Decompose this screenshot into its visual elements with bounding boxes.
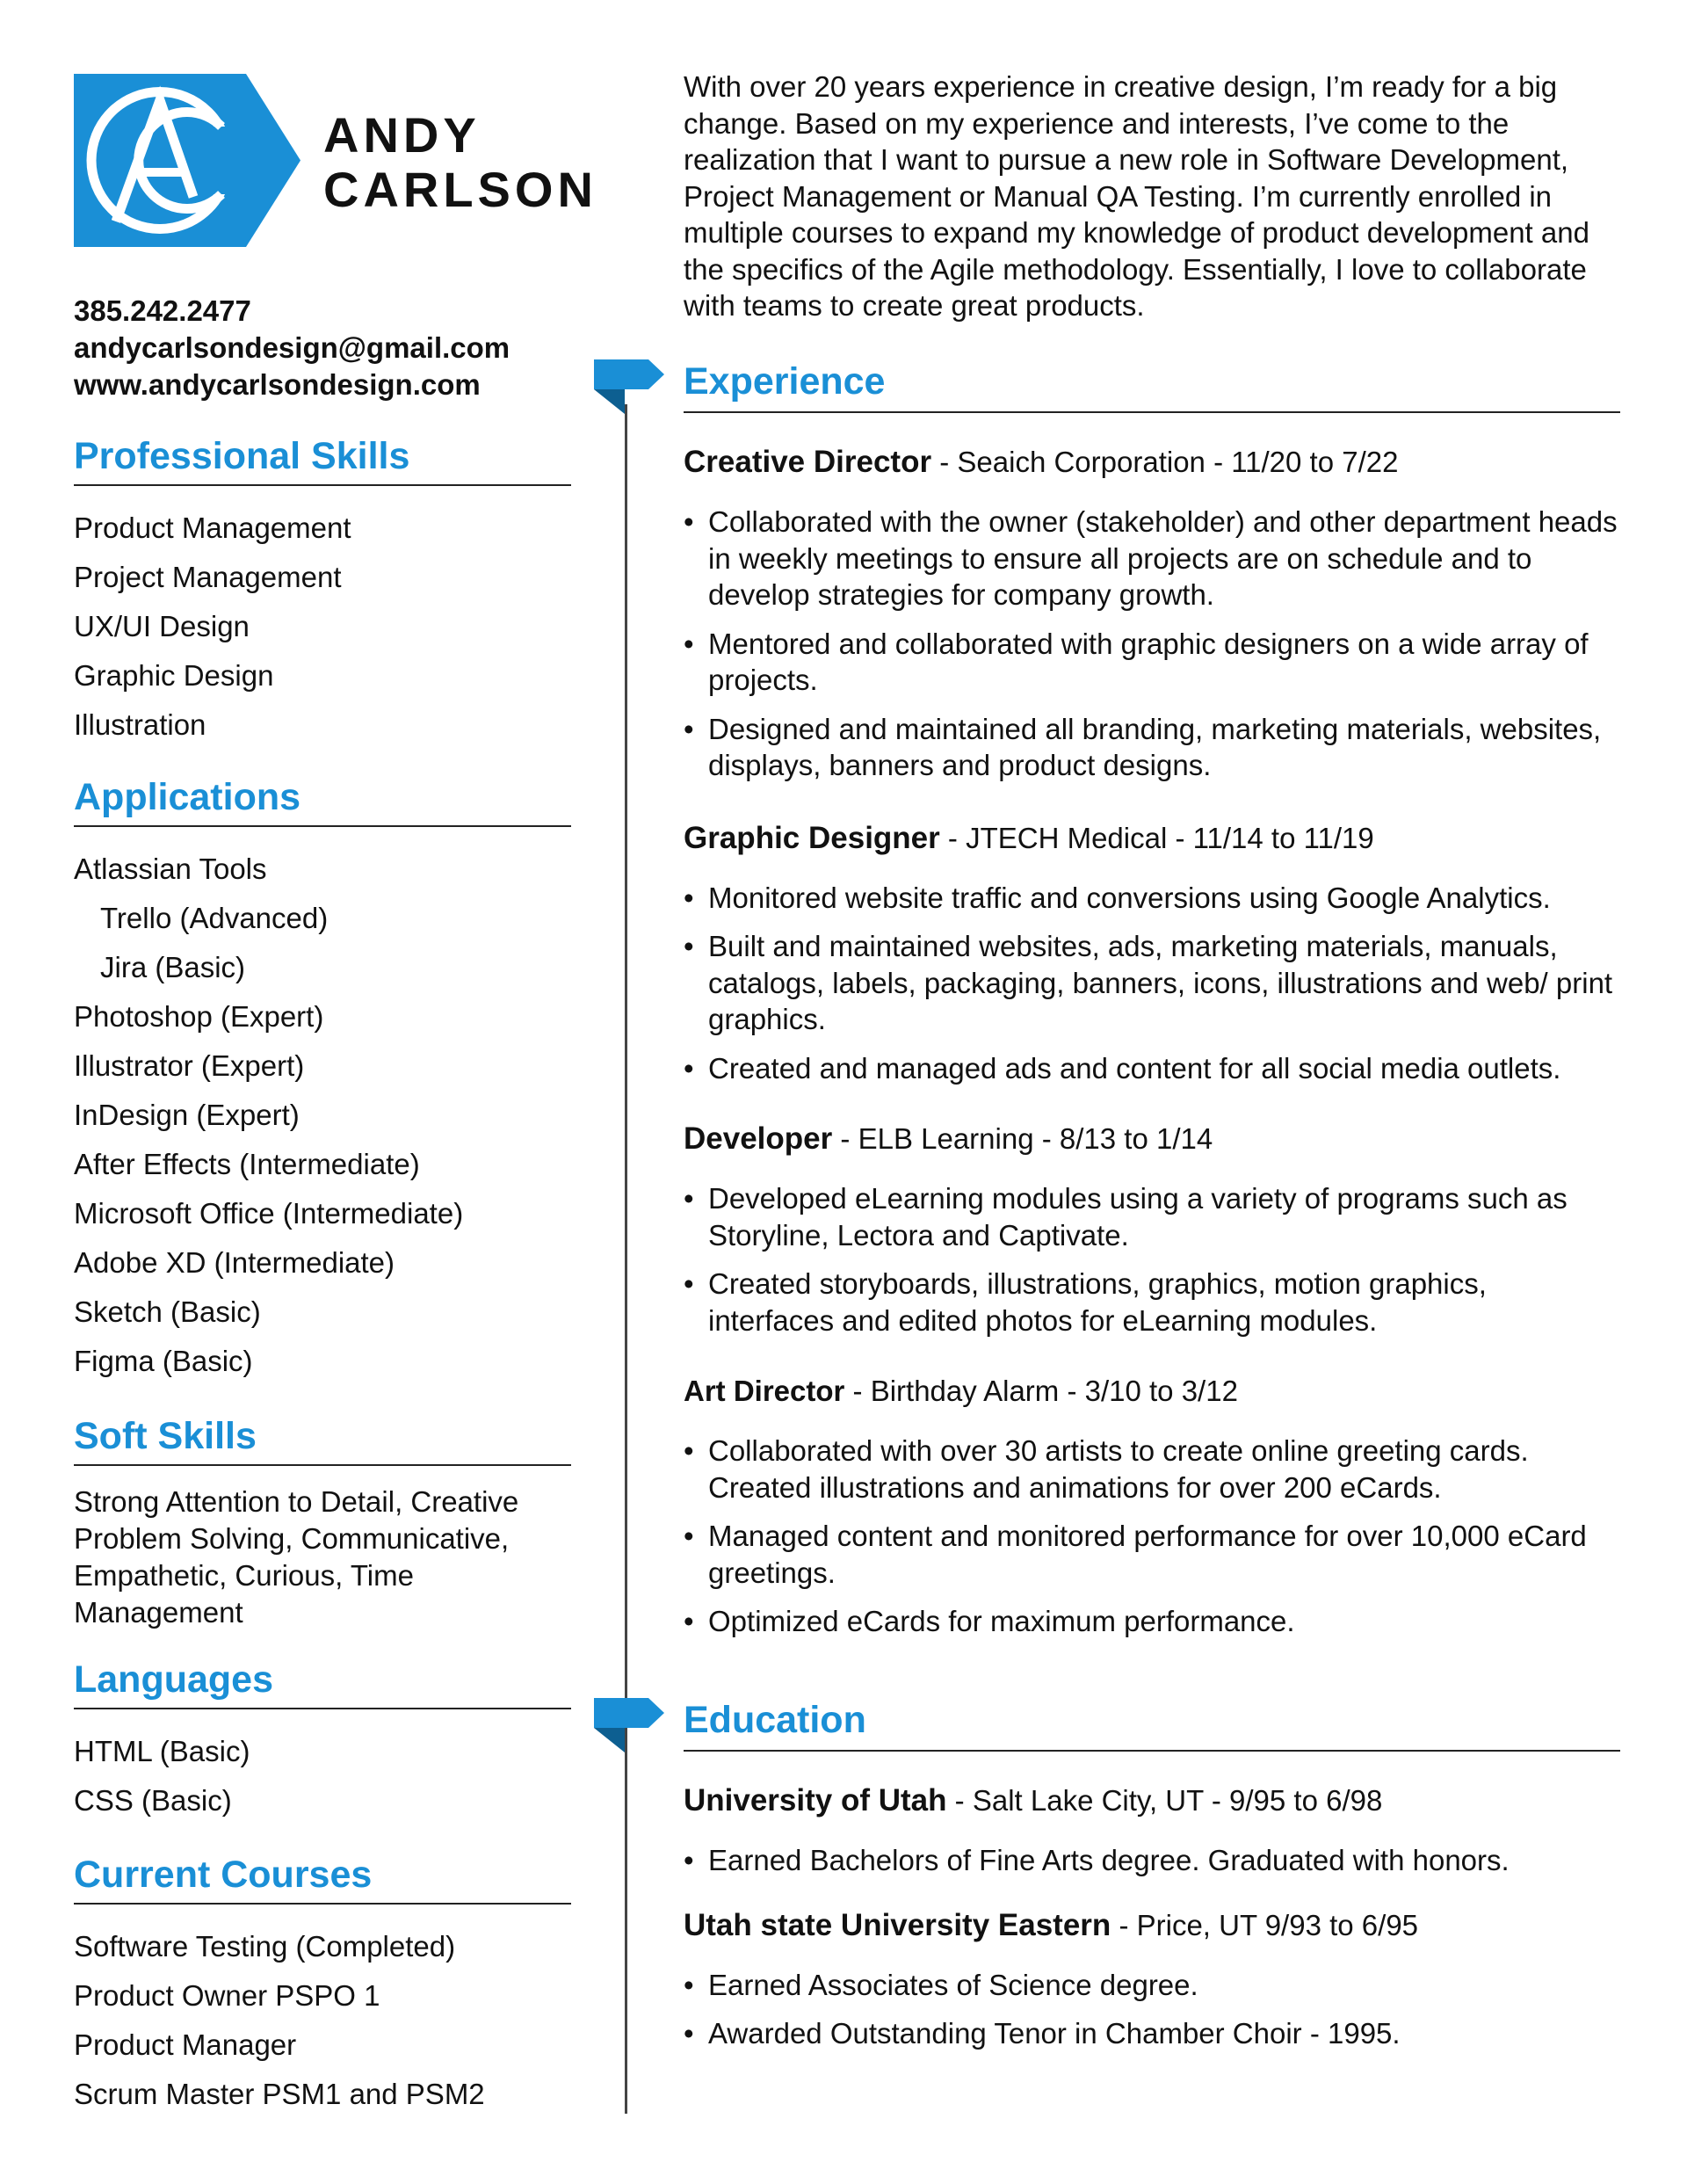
summary-text: With over 20 years experience in creative design, I’m ready for a big change. Based on my experience and interests, I’ve come to the realization that I want to pursue a new role in Software Development, Project Management or Manual QA Testing. I’m currently enrolled in multiple courses to expand my knowledge of product development and the specifics of the Agile methodology. Essentially, I love to collaborate with teams to create great products. xyxy=(684,70,1589,322)
bullet-item: • Monitored website traffic and conversions using Google Analytics. xyxy=(684,880,1620,917)
application-item: Illustrator (Expert) xyxy=(74,1049,305,1082)
school-header xyxy=(684,1908,1620,1943)
skill-item: Project Management xyxy=(74,561,342,593)
phone-number: 385.242.2477 xyxy=(74,294,251,327)
bullet-item: • Designed and maintained all branding, marketing materials, websites, displays, banners and product designs. xyxy=(684,711,1620,784)
bullet-item: • Developed eLearning modules using a variety of programs such as Storyline, Lectora and Captivate. xyxy=(684,1180,1620,1253)
bullet-item: • Earned Associates of Science degree. xyxy=(684,1967,1620,2004)
section-heading: Applications xyxy=(74,779,571,827)
skill-item: Product Management xyxy=(74,512,351,544)
school-bullets xyxy=(684,1842,1620,1879)
section-heading: Soft Skills xyxy=(74,1418,571,1466)
soft-skills-text: Strong Attention to Detail, Creative Problem Solving, Communicative, Empathetic, Curious, Time Management xyxy=(74,1485,519,1629)
timeline-line xyxy=(625,404,627,2114)
application-item: Microsoft Office (Intermediate) xyxy=(74,1197,464,1230)
school-bullets xyxy=(684,1967,1620,2052)
section-heading: Education xyxy=(684,1701,1620,1752)
section-heading: Languages xyxy=(74,1661,571,1709)
job-bullets xyxy=(684,504,1620,784)
job-title: Graphic Designer xyxy=(684,820,940,855)
bullet-item: • Created and managed ads and content for all social media outlets. xyxy=(684,1050,1620,1087)
language-item: CSS (Basic) xyxy=(74,1784,232,1817)
application-item: Trello (Advanced) xyxy=(100,902,329,934)
application-item: After Effects (Intermediate) xyxy=(74,1148,420,1180)
language-item: HTML (Basic) xyxy=(74,1735,250,1767)
last-name: CARLSON xyxy=(323,162,597,217)
application-item: Jira (Basic) xyxy=(100,951,246,983)
skill-item: Graphic Design xyxy=(74,659,274,692)
job-header xyxy=(684,445,1620,480)
skill-item: Illustration xyxy=(74,708,206,741)
school-name: University of Utah xyxy=(684,1783,947,1818)
soft-skills-section xyxy=(74,1415,571,1631)
application-item: Figma (Basic) xyxy=(74,1345,253,1377)
experience-section xyxy=(684,360,1620,1652)
bullet-item: • Awarded Outstanding Tenor in Chamber Choir - 1995. xyxy=(684,2015,1620,2052)
job-header xyxy=(684,1121,1620,1157)
course-item: Software Testing (Completed) xyxy=(74,1930,456,1963)
school-header xyxy=(684,1783,1620,1818)
section-heading: Current Courses xyxy=(74,1856,571,1905)
bullet-item: • Collaborated with the owner (stakeholder) and other department heads in weekly meetings to ensure all projects are on schedule and to develop strategies for company growth. xyxy=(684,504,1620,613)
bullet-item: • Managed content and monitored performance for over 10,000 eCard greetings. xyxy=(684,1518,1620,1591)
bullet-item: • Optimized eCards for maximum performance. xyxy=(684,1603,1620,1640)
job-details: - ELB Learning - 8/13 to 1/14 xyxy=(832,1122,1213,1155)
bullet-item: • Earned Bachelors of Fine Arts degree. Graduated with honors. xyxy=(684,1842,1620,1879)
job-bullets xyxy=(684,1180,1620,1339)
current-courses-section xyxy=(74,1856,571,2119)
section-heading: Professional Skills xyxy=(74,438,571,486)
languages-section xyxy=(74,1658,571,1825)
bullet-item: • Mentored and collaborated with graphic designers on a wide array of projects. xyxy=(684,626,1620,699)
school-details: - Salt Lake City, UT - 9/95 to 6/98 xyxy=(946,1784,1383,1817)
email-address[interactable]: andycarlsondesign@gmail.com xyxy=(74,331,510,364)
job-details: - Seaich Corporation - 11/20 to 7/22 xyxy=(931,446,1399,478)
job-header xyxy=(684,1374,1620,1409)
application-item: Adobe XD (Intermediate) xyxy=(74,1246,395,1279)
school-name: Utah state University Eastern xyxy=(684,1907,1111,1942)
job-title: Art Director xyxy=(684,1375,845,1407)
application-item: Sketch (Basic) xyxy=(74,1295,261,1328)
professional-skills-section xyxy=(74,435,571,750)
bullet-item: • Built and maintained websites, ads, marketing materials, manuals, catalogs, labels, packaging, banners, icons, illustrations and web/ print graphics. xyxy=(684,928,1620,1038)
education-section xyxy=(684,1701,1620,2064)
timeline-marker-icon xyxy=(594,359,664,414)
job-title: Developer xyxy=(684,1121,833,1156)
applications-section xyxy=(74,776,571,1386)
course-item: Product Owner PSPO 1 xyxy=(74,1979,380,2012)
bullet-item: • Collaborated with over 30 artists to create online greeting cards. Created illustrations and animations for over 200 eCards. xyxy=(684,1433,1620,1506)
course-item: Product Manager xyxy=(74,2028,297,2061)
timeline-marker-icon xyxy=(594,1698,664,1752)
first-name: ANDY xyxy=(323,107,481,163)
application-item: InDesign (Expert) xyxy=(74,1099,300,1131)
job-details: - Birthday Alarm - 3/10 to 3/12 xyxy=(844,1375,1238,1407)
section-heading: Experience xyxy=(684,363,1620,413)
bullet-item: • Created storyboards, illustrations, graphics, motion graphics, interfaces and edited photos for eLearning modules. xyxy=(684,1266,1620,1339)
application-item: Atlassian Tools xyxy=(74,853,267,885)
school-details: - Price, UT 9/93 to 6/95 xyxy=(1111,1908,1419,1941)
course-item: Scrum Master PSM1 and PSM2 xyxy=(74,2078,485,2110)
job-bullets xyxy=(684,880,1620,1087)
website-link[interactable]: www.andycarlsondesign.com xyxy=(74,368,481,401)
application-item: Photoshop (Expert) xyxy=(74,1000,324,1033)
job-header xyxy=(684,821,1620,856)
skill-item: UX/UI Design xyxy=(74,610,250,642)
job-details: - JTECH Medical - 11/14 to 11/19 xyxy=(939,821,1374,854)
ac-monogram-logo xyxy=(74,74,300,247)
job-bullets xyxy=(684,1433,1620,1640)
job-title: Creative Director xyxy=(684,445,932,479)
contact-info xyxy=(74,293,510,403)
